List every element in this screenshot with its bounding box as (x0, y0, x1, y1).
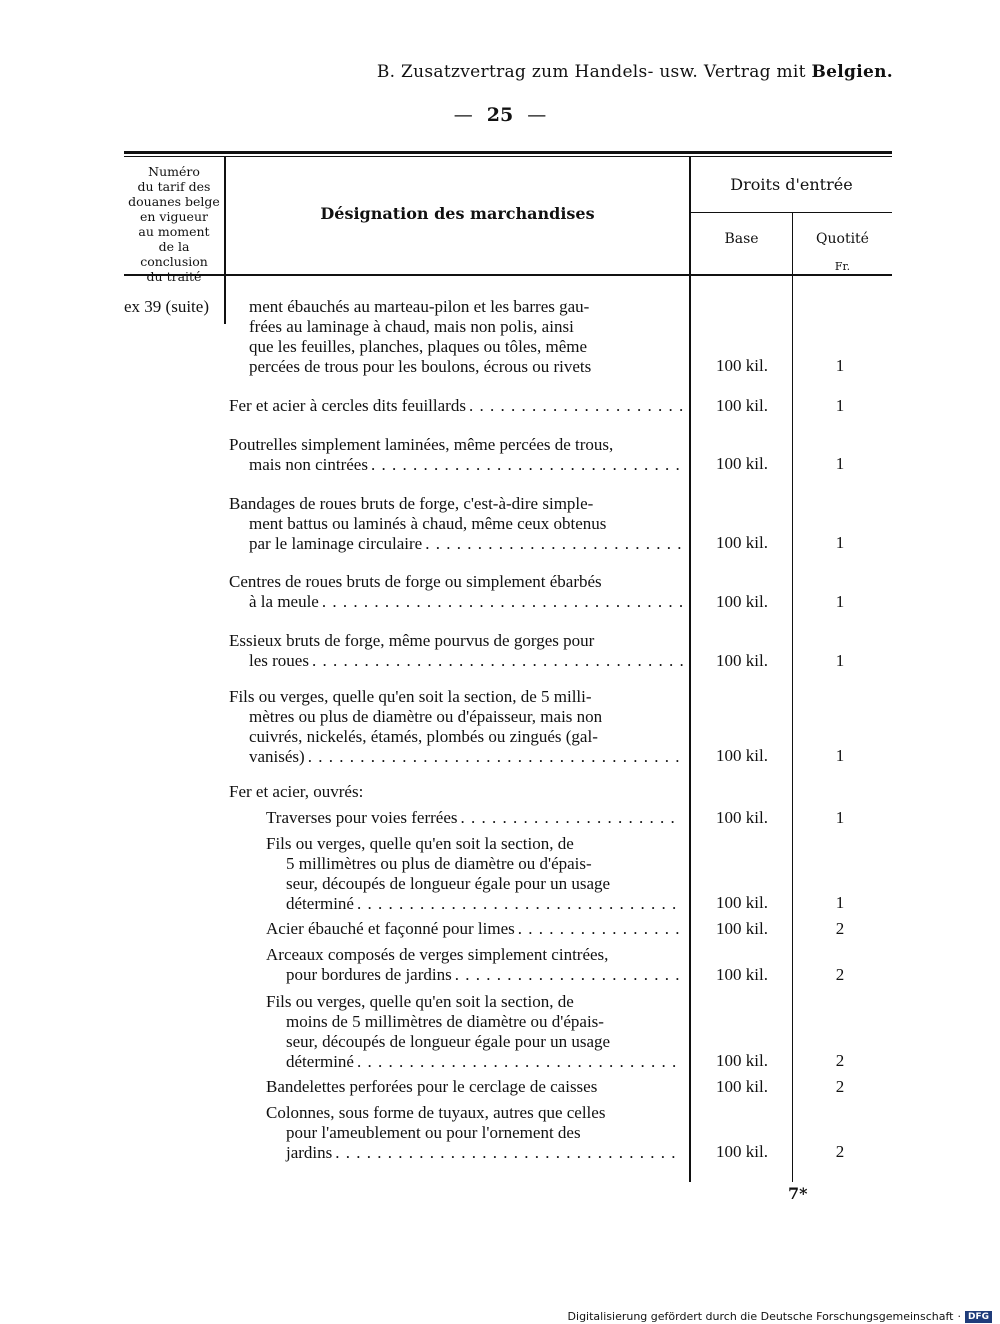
row-text-line: cuivrés, nickelés, étamés, plombés ou zingués (gal- (249, 727, 598, 746)
row-text-line: ment battus ou laminés à chaud, même ceux obtenus (249, 514, 607, 533)
row-base: 100 kil. (716, 533, 768, 552)
row-text-line: Fils ou verges, quelle qu'en soit la section, de (266, 992, 574, 1011)
table-subrow (266, 945, 682, 985)
row-text-line: Bandelettes perforées pour le cerclage de caisses (266, 1077, 598, 1096)
digitization-footer (568, 1310, 992, 1323)
body-col-divider-1 (224, 276, 226, 324)
row-quotite: 1 (835, 592, 845, 611)
signature-mark: 7* (788, 1184, 808, 1203)
row-text-line: percées de trous pour les boulons, écrous ou rivets (249, 357, 592, 376)
row-base: 100 kil. (716, 808, 768, 827)
dot-leader (518, 919, 682, 939)
dot-leader (357, 894, 682, 914)
row-text-line: seur, découpés de longueur égale pour un usage (286, 1032, 611, 1051)
row-text-line: ment ébauchés au marteau-pilon et les barres gau- (249, 297, 590, 316)
row-base: 100 kil. (716, 356, 768, 375)
row-quotite: 1 (835, 746, 845, 765)
row-quotite: 1 (835, 893, 845, 912)
header-quotite: Quotité (816, 231, 869, 247)
row-base: 100 kil. (716, 1077, 768, 1096)
header-col1-line: en vigueur (140, 209, 208, 224)
dot-leader (425, 534, 684, 554)
row-quotite: 1 (835, 808, 845, 827)
table-row-heading (229, 782, 684, 802)
table-row (229, 572, 684, 612)
row-quotite: 1 (835, 454, 845, 473)
table-row (229, 396, 684, 416)
header-designation: Désignation des marchandises (320, 204, 595, 223)
droits-subheader-rule (690, 212, 892, 213)
row-text-line: déterminé (286, 894, 354, 913)
table-top-rule-thin (124, 156, 892, 157)
header-base: Base (724, 231, 759, 247)
dot-leader (461, 808, 682, 828)
table-row (229, 494, 684, 554)
row-base: 100 kil. (716, 651, 768, 670)
row-base: 100 kil. (716, 965, 768, 984)
table-subrow (266, 1077, 682, 1097)
row-text-line: seur, découpés de longueur égale pour un usage (286, 874, 611, 893)
row-quotite: 2 (835, 1142, 845, 1161)
page-number: — 25 — (453, 104, 547, 126)
row-text-line: que les feuilles, planches, plaques ou tôles, même (249, 337, 588, 356)
footer-text: Digitalisierung gefördert durch die Deutsche Forschungsgemeinschaft (567, 1310, 954, 1323)
row-text-line: Essieux bruts de forge, même pourvus de gorges pour (229, 631, 595, 650)
row-text-line: Traverses pour voies ferrées (266, 808, 458, 827)
row-text-line: pour l'ameublement ou pour l'ornement des (286, 1123, 581, 1142)
table-row (229, 687, 684, 767)
row-quotite: 2 (835, 919, 845, 938)
row-quotite: 2 (835, 1077, 845, 1096)
table-row (249, 297, 684, 377)
row-text-line: Arceaux composés de verges simplement cintrées, (266, 945, 609, 964)
row-quotite: 1 (835, 651, 845, 670)
row-base: 100 kil. (716, 746, 768, 765)
row-text-line: Fils ou verges, quelle qu'en soit la section, de 5 milli- (229, 687, 592, 706)
row-text-line: Colonnes, sous forme de tuyaux, autres que celles (266, 1103, 606, 1122)
table-subrow (266, 1103, 682, 1163)
row-text-line: Centres de roues bruts de forge ou simplement ébarbés (229, 572, 602, 591)
header-col1-line: Numéro (148, 164, 200, 179)
running-header (0, 62, 893, 82)
dot-leader (308, 747, 684, 767)
dot-leader (335, 1143, 682, 1163)
row-text-line: par le laminage circulaire (249, 534, 423, 553)
row-quotite: 1 (835, 356, 845, 375)
tariff-number: ex 39 (suite) (124, 297, 209, 316)
row-quotite: 2 (835, 1051, 845, 1070)
row-base: 100 kil. (716, 1051, 768, 1070)
header-tariff-number (124, 164, 224, 284)
row-base: 100 kil. (716, 454, 768, 473)
row-quotite: 2 (835, 965, 845, 984)
dot-leader (357, 1052, 682, 1072)
page-number-value: 25 (486, 104, 514, 126)
dot-leader (322, 592, 684, 612)
dfg-logo-icon: DFG (965, 1311, 992, 1323)
header-col1-line: douanes belge (128, 194, 220, 209)
row-base: 100 kil. (716, 396, 768, 415)
header-droits-entree: Droits d'entrée (730, 175, 853, 194)
dot-leader (371, 455, 684, 475)
header-col1-line: du traité (146, 269, 202, 284)
table-subrow (266, 808, 682, 828)
row-base: 100 kil. (716, 1142, 768, 1161)
row-text-line: vanisés) (249, 747, 305, 766)
header-bottom-rule (124, 274, 892, 276)
header-col1-line: du tarif des (137, 179, 211, 194)
row-text-line: Fer et acier, ouvrés: (229, 782, 364, 801)
row-text-line: mais non cintrées (249, 455, 368, 474)
header-quotite-unit: Fr. (834, 260, 851, 273)
col-divider-3 (792, 213, 793, 1182)
row-text-line: 5 millimètres ou plus de diamètre ou d'épais- (286, 854, 592, 873)
row-text-line: Acier ébauché et façonné pour limes (266, 919, 515, 938)
col-divider-2 (689, 156, 691, 1182)
table-subrow (266, 992, 682, 1072)
dot-leader (469, 396, 684, 416)
table-row (229, 435, 684, 475)
row-text-line: mètres ou plus de diamètre ou d'épaisseur, mais non (249, 707, 603, 726)
table-subrow (266, 919, 682, 939)
row-text-line: pour bordures de jardins (286, 965, 452, 984)
row-text-line: jardins (286, 1143, 333, 1162)
row-text-line: déterminé (286, 1052, 354, 1071)
row-text-line: Fils ou verges, quelle qu'en soit la section, de (266, 834, 574, 853)
header-col1-line: au moment (138, 224, 210, 239)
row-text-line: Bandages de roues bruts de forge, c'est-à-dire simple- (229, 494, 594, 513)
row-text-line: Fer et acier à cercles dits feuillards (229, 396, 466, 415)
row-text-line: à la meule (249, 592, 319, 611)
dot-leader (455, 965, 682, 985)
row-base: 100 kil. (716, 919, 768, 938)
row-text-line: Poutrelles simplement laminées, même percées de trous, (229, 435, 614, 454)
header-col1-line: de la conclusion (140, 239, 208, 269)
dot-leader (312, 651, 684, 671)
running-header-prefix: B. Zusatzvertrag zum Handels- usw. Vertrag mit (376, 62, 812, 82)
footer-separator: · (957, 1310, 961, 1323)
row-base: 100 kil. (716, 893, 768, 912)
row-text-line: moins de 5 millimètres de diamètre ou d'épais- (286, 1012, 604, 1031)
table-row (229, 631, 684, 671)
row-text-line: frées au laminage à chaud, mais non polis, ainsi (249, 317, 574, 336)
table-subrow (266, 834, 682, 914)
row-base: 100 kil. (716, 592, 768, 611)
running-header-country: Belgien. (811, 62, 893, 82)
row-text-line: les roues (249, 651, 309, 670)
row-quotite: 1 (835, 396, 845, 415)
row-quotite: 1 (835, 533, 845, 552)
table-top-rule (124, 151, 892, 154)
